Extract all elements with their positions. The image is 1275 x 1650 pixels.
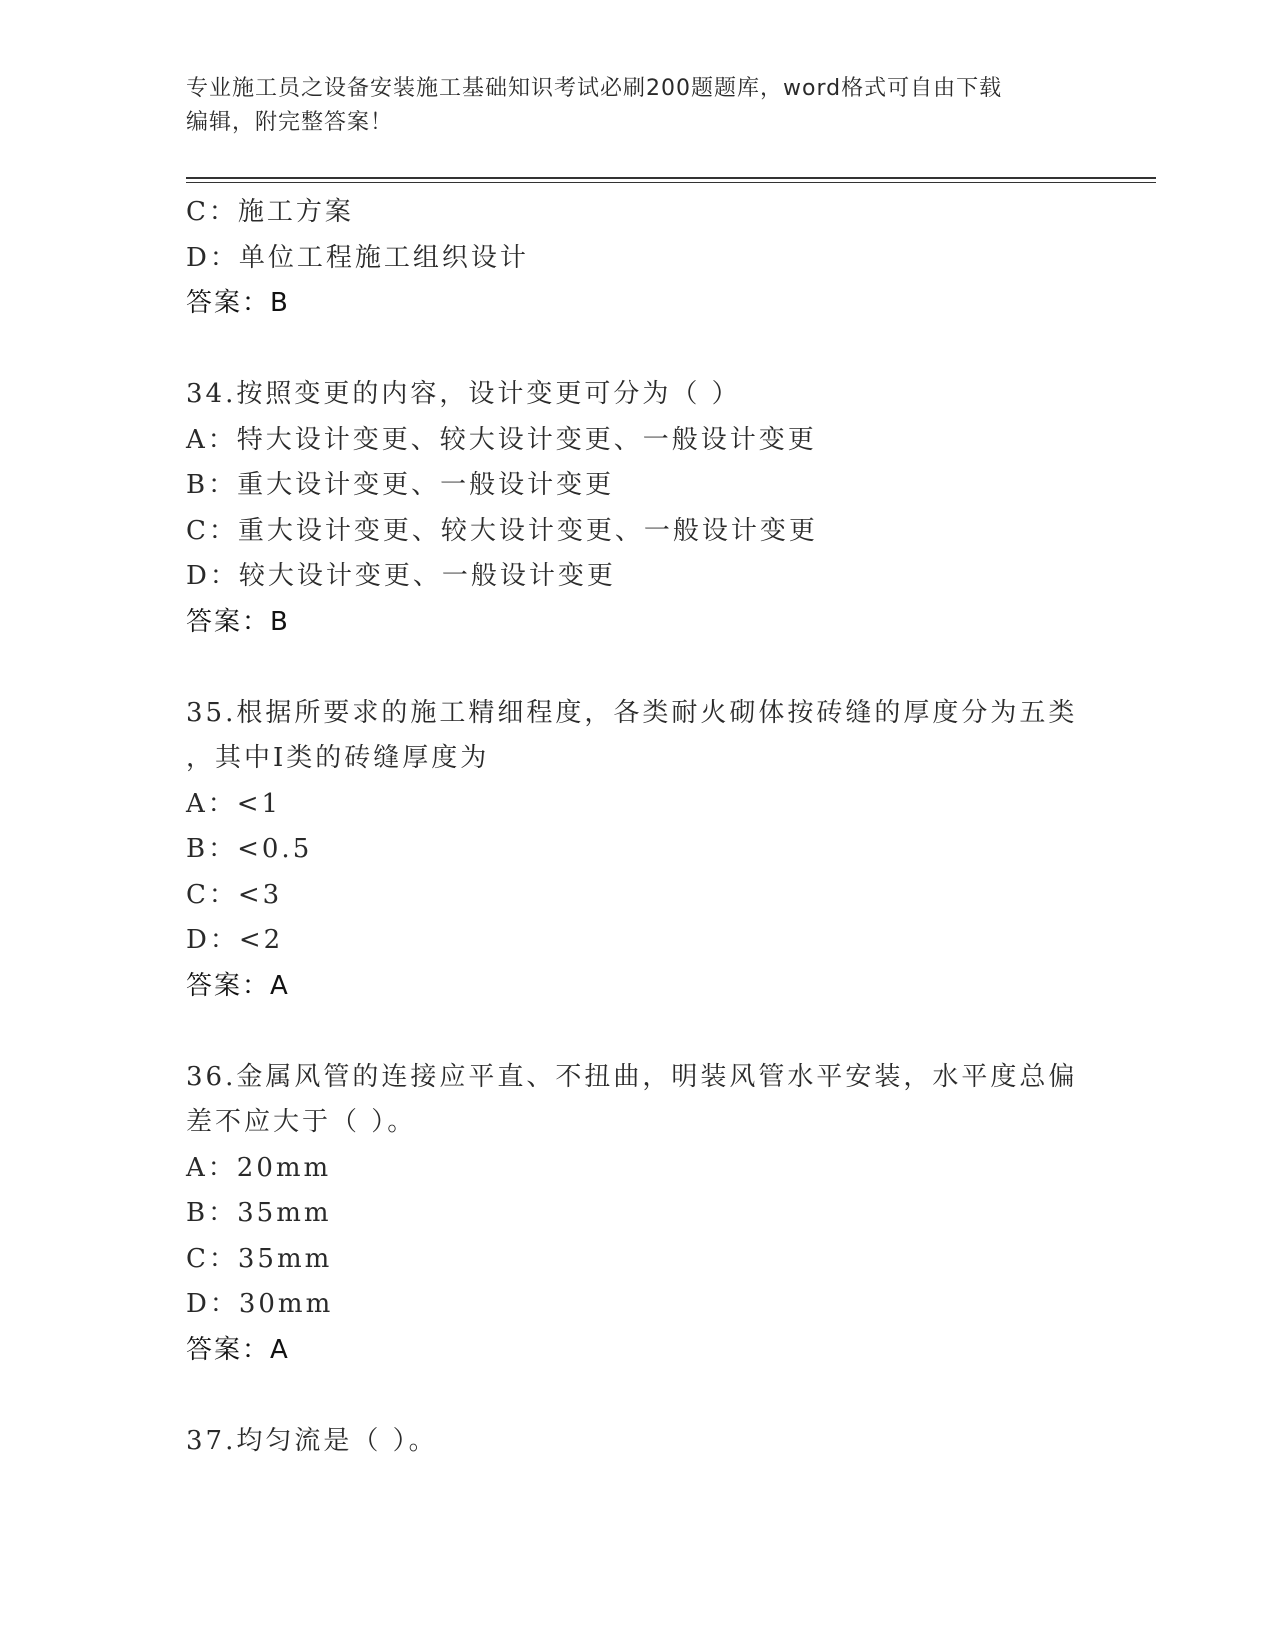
answer-label: 答案：A	[186, 1334, 290, 1365]
option-c: C：重大设计变更、较大设计变更、一般设计变更	[186, 515, 818, 546]
question-34	[186, 372, 1086, 645]
option-b: B：<0.5	[186, 834, 313, 864]
question-stem-line-2: ，其中Ⅰ类的砖缝厚度为	[186, 743, 490, 773]
option-c: C：<3	[186, 879, 283, 910]
question-stem-line-1: 35.根据所要求的施工精细程度，各类耐火砌体按砖缝的厚度分为五类	[186, 697, 1078, 728]
option-d: D：单位工程施工组织设计	[186, 242, 529, 273]
option-a: A：<1	[186, 788, 282, 819]
option-d: D：30mm	[186, 1289, 334, 1319]
question-37	[186, 1419, 1086, 1465]
question-stem-line-1: 36.金属风管的连接应平直、不扭曲，明装风管水平安装，水平度总偏	[186, 1061, 1078, 1092]
question-stem: 37.均匀流是（ ）。	[186, 1425, 438, 1456]
question-35	[186, 691, 1086, 1010]
header-title-line-1: 专业施工员之设备安装施工基础知识考试必刷200题题库，word格式可自由下载	[186, 76, 1003, 101]
option-a: A：特大设计变更、较大设计变更、一般设计变更	[186, 424, 817, 455]
option-d: D：<2	[186, 925, 284, 955]
option-a: A：20mm	[186, 1152, 332, 1183]
spacer	[186, 327, 1086, 373]
spacer	[186, 645, 1086, 691]
header-divider-thin	[186, 182, 1156, 183]
spacer	[186, 1009, 1086, 1055]
question-stem-line-2: 差不应大于（ ）。	[186, 1107, 417, 1137]
option-d: D：较大设计变更、一般设计变更	[186, 561, 616, 591]
spacer	[186, 1373, 1086, 1419]
question-list	[186, 190, 1086, 1464]
option-b: B：35mm	[186, 1198, 332, 1228]
question-36	[186, 1055, 1086, 1374]
answer-label: 答案：B	[186, 606, 290, 637]
option-c: C：施工方案	[186, 197, 354, 227]
header-divider-thick	[186, 177, 1156, 179]
question-33-tail	[186, 190, 1086, 327]
option-c: C：35mm	[186, 1243, 333, 1274]
option-b: B：重大设计变更、一般设计变更	[186, 470, 615, 500]
question-stem: 34.按照变更的内容，设计变更可分为（ ）	[186, 379, 741, 409]
answer-label: 答案：B	[186, 288, 290, 318]
document-header	[186, 72, 1066, 140]
header-title-line-2: 编辑，附完整答案！	[186, 110, 394, 135]
answer-label: 答案：A	[186, 970, 290, 1001]
